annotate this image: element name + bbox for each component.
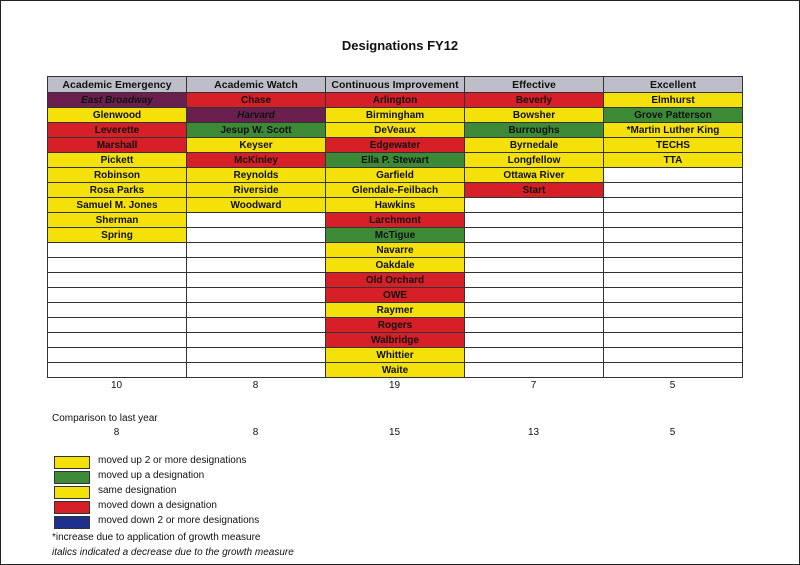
school-cell: Jesup W. Scott <box>187 123 326 138</box>
empty-cell <box>465 258 604 273</box>
empty-cell <box>604 303 743 318</box>
table-row <box>48 363 743 378</box>
empty-cell <box>48 258 187 273</box>
legend-item-same <box>52 485 372 499</box>
empty-cell <box>187 258 326 273</box>
school-cell: Waite <box>326 363 465 378</box>
empty-cell <box>465 288 604 303</box>
school-cell: Samuel M. Jones <box>48 198 187 213</box>
empty-cell <box>187 363 326 378</box>
school-cell: Garfield <box>326 168 465 183</box>
empty-cell <box>48 348 187 363</box>
legend-swatch <box>54 516 90 529</box>
table-row <box>48 258 743 273</box>
page-title: Designations FY12 <box>341 38 459 53</box>
empty-cell <box>604 318 743 333</box>
legend-swatch <box>54 501 90 514</box>
empty-cell <box>48 243 187 258</box>
school-cell: OWE <box>326 288 465 303</box>
school-cell: McKinley <box>187 153 326 168</box>
legend-item-down-one <box>52 500 372 514</box>
empty-cell <box>187 303 326 318</box>
table-row <box>48 318 743 333</box>
empty-cell <box>187 348 326 363</box>
empty-cell <box>604 213 743 228</box>
empty-cell <box>465 228 604 243</box>
empty-cell <box>604 258 743 273</box>
school-cell: Keyser <box>187 138 326 153</box>
legend-label: moved down 2 or more designations <box>98 515 260 526</box>
school-cell: Whittier <box>326 348 465 363</box>
legend-swatch <box>54 456 90 469</box>
school-cell: Glendale-Feilbach <box>326 183 465 198</box>
legend-item-down-two <box>52 515 372 529</box>
last-year-count-effective: 13 <box>527 427 540 438</box>
table-row <box>48 213 743 228</box>
school-cell: TTA <box>604 153 743 168</box>
last-year-count-excellent: 5 <box>669 427 676 438</box>
table-row <box>48 138 743 153</box>
empty-cell <box>187 228 326 243</box>
school-cell: Rogers <box>326 318 465 333</box>
table-row <box>48 153 743 168</box>
empty-cell <box>604 288 743 303</box>
empty-cell <box>465 303 604 318</box>
empty-cell <box>604 228 743 243</box>
school-cell: Ella P. Stewart <box>326 153 465 168</box>
legend-item-up-two <box>52 455 372 469</box>
empty-cell <box>604 243 743 258</box>
italics-note: italics indicated a decrease due to the growth measure <box>52 547 294 558</box>
empty-cell <box>48 273 187 288</box>
table-row <box>48 198 743 213</box>
school-cell: Sherman <box>48 213 187 228</box>
school-cell: Arlington <box>326 93 465 108</box>
legend-label: moved down a designation <box>98 500 217 511</box>
empty-cell <box>465 198 604 213</box>
asterisk-note: *increase due to application of growth measure <box>52 532 261 543</box>
table-row <box>48 93 743 108</box>
school-cell: Byrnedale <box>465 138 604 153</box>
count-continuous-improvement: 19 <box>388 380 401 391</box>
legend-item-up-one <box>52 470 372 484</box>
school-cell: Woodward <box>187 198 326 213</box>
school-cell: Spring <box>48 228 187 243</box>
school-cell: Navarre <box>326 243 465 258</box>
empty-cell <box>48 363 187 378</box>
table-row <box>48 273 743 288</box>
table-row <box>48 228 743 243</box>
school-cell: Elmhurst <box>604 93 743 108</box>
empty-cell <box>187 333 326 348</box>
school-cell: McTigue <box>326 228 465 243</box>
empty-cell <box>187 273 326 288</box>
last-year-count-academic-emergency: 8 <box>113 427 120 438</box>
school-cell: Leverette <box>48 123 187 138</box>
table-row <box>48 243 743 258</box>
table-body <box>48 93 743 378</box>
empty-cell <box>187 243 326 258</box>
school-cell: Chase <box>187 93 326 108</box>
empty-cell <box>465 363 604 378</box>
column-header-continuous-improvement: Continuous Improvement <box>326 77 465 93</box>
column-header-effective: Effective <box>465 77 604 93</box>
school-cell: Walbridge <box>326 333 465 348</box>
comparison-label: Comparison to last year <box>52 413 158 424</box>
table-row <box>48 348 743 363</box>
school-cell: DeVeaux <box>326 123 465 138</box>
empty-cell <box>604 333 743 348</box>
school-cell: Bowsher <box>465 108 604 123</box>
school-cell: Raymer <box>326 303 465 318</box>
school-cell: Harvard <box>187 108 326 123</box>
school-cell: Marshall <box>48 138 187 153</box>
empty-cell <box>604 348 743 363</box>
school-cell: East Broadway <box>48 93 187 108</box>
table-row <box>48 288 743 303</box>
empty-cell <box>48 288 187 303</box>
school-cell: Birmingham <box>326 108 465 123</box>
legend-label: same designation <box>98 485 177 496</box>
table-row <box>48 168 743 183</box>
school-cell: Reynolds <box>187 168 326 183</box>
school-cell: Rosa Parks <box>48 183 187 198</box>
school-cell: Robinson <box>48 168 187 183</box>
column-header-academic-watch: Academic Watch <box>187 77 326 93</box>
empty-cell <box>465 348 604 363</box>
empty-cell <box>604 168 743 183</box>
count-academic-watch: 8 <box>252 380 259 391</box>
school-cell: *Martin Luther King <box>604 123 743 138</box>
empty-cell <box>48 318 187 333</box>
empty-cell <box>465 213 604 228</box>
table-row <box>48 123 743 138</box>
school-cell: Old Orchard <box>326 273 465 288</box>
empty-cell <box>604 198 743 213</box>
school-cell: TECHS <box>604 138 743 153</box>
designations-table <box>47 76 743 378</box>
empty-cell <box>465 273 604 288</box>
school-cell: Grove Patterson <box>604 108 743 123</box>
empty-cell <box>604 183 743 198</box>
table-row <box>48 108 743 123</box>
table-row <box>48 303 743 318</box>
school-cell: Edgewater <box>326 138 465 153</box>
school-cell: Riverside <box>187 183 326 198</box>
school-cell: Longfellow <box>465 153 604 168</box>
empty-cell <box>465 243 604 258</box>
count-effective: 7 <box>530 380 537 391</box>
school-cell: Larchmont <box>326 213 465 228</box>
empty-cell <box>187 213 326 228</box>
school-cell: Beverly <box>465 93 604 108</box>
column-header-excellent: Excellent <box>604 77 743 93</box>
column-header-academic-emergency: Academic Emergency <box>48 77 187 93</box>
school-cell: Ottawa River <box>465 168 604 183</box>
legend-label: moved up a designation <box>98 470 205 481</box>
table-row <box>48 183 743 198</box>
last-year-count-continuous-improvement: 15 <box>388 427 401 438</box>
school-cell: Hawkins <box>326 198 465 213</box>
legend-swatch <box>54 471 90 484</box>
legend-swatch <box>54 486 90 499</box>
empty-cell <box>465 333 604 348</box>
school-cell: Oakdale <box>326 258 465 273</box>
school-cell: Pickett <box>48 153 187 168</box>
empty-cell <box>465 318 604 333</box>
empty-cell <box>604 273 743 288</box>
empty-cell <box>187 318 326 333</box>
table-header-row <box>48 77 743 93</box>
empty-cell <box>187 288 326 303</box>
empty-cell <box>48 303 187 318</box>
empty-cell <box>48 333 187 348</box>
legend-label: moved up 2 or more designations <box>98 455 247 466</box>
count-excellent: 5 <box>669 380 676 391</box>
school-cell: Glenwood <box>48 108 187 123</box>
school-cell: Burroughs <box>465 123 604 138</box>
empty-cell <box>604 363 743 378</box>
last-year-count-academic-watch: 8 <box>252 427 259 438</box>
count-academic-emergency: 10 <box>110 380 123 391</box>
table-row <box>48 333 743 348</box>
school-cell: Start <box>465 183 604 198</box>
